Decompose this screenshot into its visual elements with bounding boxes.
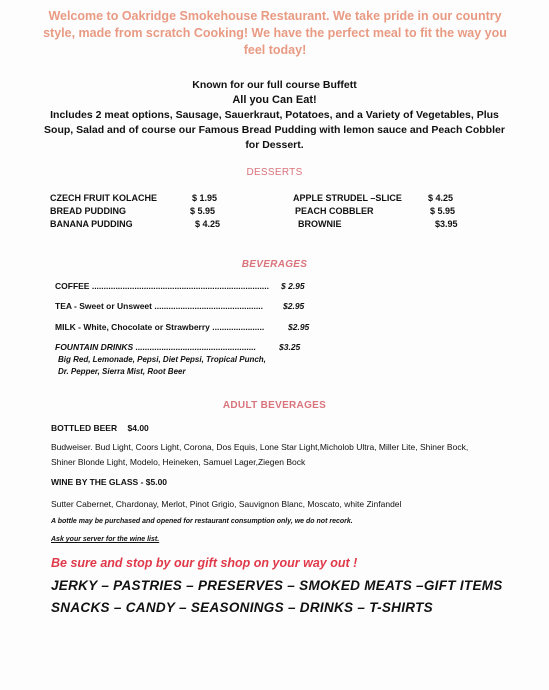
welcome-line-1: Welcome to Oakridge Smokehouse Restaurant. We take pride in our country <box>48 9 502 23</box>
gift-shop-headline: Be sure and stop by our gift shop on your way out ! <box>51 556 358 570</box>
dessert-name: APPLE STRUDEL –SLICE <box>293 193 402 203</box>
buffet-title: Known for our full course Buffett <box>192 79 357 91</box>
dessert-price: $3.95 <box>435 219 458 229</box>
bottled-beer-label: BOTTLED BEER <box>51 423 118 433</box>
buffet-subtitle: All you Can Eat! <box>232 94 317 106</box>
beer-list <box>51 440 541 470</box>
beverage-item: COFFEE ........................................................................... <box>55 281 269 291</box>
buffet-line-5: for Dessert. <box>245 139 304 151</box>
bottled-beer-price: $4.00 <box>127 423 149 433</box>
fountain-line-2: Dr. Pepper, Sierra Mist, Root Beer <box>58 367 186 376</box>
fountain-line-1: Big Red, Lemonade, Pepsi, Diet Pepsi, Tropical Punch, <box>58 355 266 364</box>
beverages-title: BEVERAGES <box>241 259 308 270</box>
welcome-line-2: style, made from scratch Cooking! We have the perfect meal to fit the way you <box>43 26 507 40</box>
gift-items-line-1: JERKY – PASTRIES – PRESERVES – SMOKED MEATS –GIFT ITEMS <box>51 578 503 593</box>
beer-line-2: Shiner Blonde Light, Modelo, Heineken, Samuel Lager,Ziegen Bock <box>51 457 306 467</box>
dessert-price: $ 5.95 <box>190 206 216 216</box>
dessert-price: $ 4.25 <box>195 219 221 229</box>
dessert-price: $ 5.95 <box>430 206 456 216</box>
buffet-description <box>20 78 529 153</box>
desserts-title: DESSERTS <box>246 167 303 178</box>
wine-list-note: Ask your server for the wine list. <box>51 536 160 543</box>
beverage-price: $2.95 <box>288 322 310 332</box>
beverage-price: $2.95 <box>283 301 305 311</box>
adult-beverages-title: ADULT BEVERAGES <box>222 400 327 411</box>
buffet-line-3: Includes 2 meat options, Sausage, Sauerkraut, Potatoes, and a Variety of Vegetables, Plus <box>50 109 499 121</box>
beverage-price: $ 2.95 <box>281 281 305 291</box>
bottled-beer-heading <box>51 423 149 433</box>
dessert-name: BREAD PUDDING <box>50 206 127 216</box>
welcome-message <box>40 8 510 59</box>
recork-note: A bottle may be purchased and opened for restaurant consumption only, we do not recork. <box>51 518 353 525</box>
welcome-line-3: feel today! <box>243 43 307 57</box>
dessert-price: $ 1.95 <box>192 193 218 203</box>
fountain-drinks-list <box>58 354 266 378</box>
dessert-name: BROWNIE <box>298 219 342 229</box>
dessert-price: $ 4.25 <box>428 193 454 203</box>
beverage-item: MILK - White, Chocolate or Strawberry ...................... <box>55 322 265 332</box>
dessert-name: PEACH COBBLER <box>295 206 374 216</box>
beer-line-1: Budweiser. Bud Light, Coors Light, Corona, Dos Equis, Lone Star Light,Micholob Ultra, Miller Lite, Shiner Bock, <box>51 442 469 452</box>
buffet-line-4: Soup, Salad and of course our Famous Bread Pudding with lemon sauce and Peach Cobbler <box>44 124 505 136</box>
beverage-item: TEA - Sweet or Unsweet .............................................. <box>55 301 263 311</box>
wine-heading: WINE BY THE GLASS - $5.00 <box>51 477 168 487</box>
wine-list: Sutter Cabernet, Chardonay, Merlot, Pinot Grigio, Sauvignon Blanc, Moscato, white Zinfandel <box>51 499 402 509</box>
dessert-name: CZECH FRUIT KOLACHE <box>50 193 157 203</box>
gift-items-line-2: SNACKS – CANDY – SEASONINGS – DRINKS – T-SHIRTS <box>51 600 433 615</box>
dessert-name: BANANA PUDDING <box>50 219 133 229</box>
beverage-price: $3.25 <box>279 342 301 352</box>
beverage-item: FOUNTAIN DRINKS ................................................... <box>55 342 257 352</box>
